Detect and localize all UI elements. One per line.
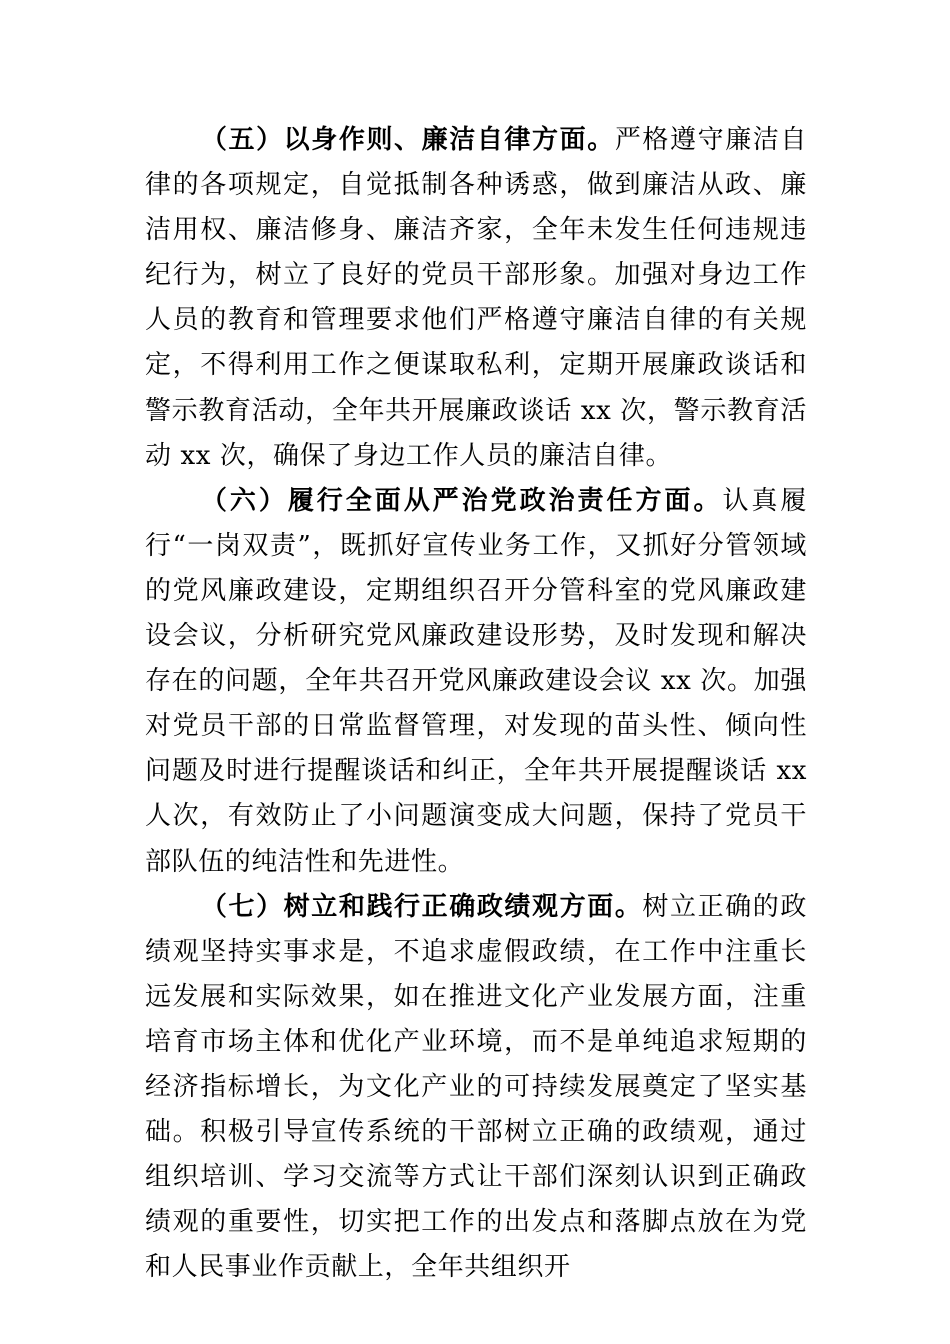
- section-7-body: 树立正确的政绩观坚持实事求是，不追求虚假政绩，在工作中注重长远发展和实际效果，如在推进文化产业发展方面，注重培育市场主体和优化产业环境，而不是单纯追求短期的经济指标增长，为文化产业的可持续发展奠定了坚实基础。积极引导宣传系统的干部树立正确的政绩观，通过组织培训、学习交流等方式让干部们深刻认识到正确政绩观的重要性，切实把工作的出发点和落脚点放在为党和人民事业作贡献上，全年共组织开: [145, 891, 807, 1283]
- section-6-heading: （六）履行全面从严治党政治责任方面。: [200, 485, 723, 516]
- section-5-heading: （五）以身作则、廉洁自律方面。: [200, 125, 615, 155]
- section-6-body: 认真履行“一岗双责”，既抓好宣传业务工作，又抓好分管领域的党风廉政建设，定期组织召开分管科室的党风廉政建设会议，分析研究党风廉政建设形势，及时发现和解决存在的问题，全年共召开党风廉政建设会议 xx 次。加强对党员干部的日常监督管理，对发现的苗头性、倾向性问题及时进行提醒谈话和纠正，全年共开展提醒谈话 xx 人次，有效防止了小问题演变成大问题，保持了党员干部队伍的纯洁性和先进性。: [145, 485, 807, 877]
- section-7-heading: （七）树立和践行正确政绩观方面。: [200, 891, 643, 922]
- paragraph-section-6: [145, 479, 807, 885]
- document-page: [145, 118, 807, 1290]
- paragraph-section-7: [145, 885, 807, 1291]
- section-5-body: 严格遵守廉洁自律的各项规定，自觉抵制各种诱惑，做到廉洁从政、廉洁用权、廉洁修身、廉洁齐家，全年未发生任何违规违纪行为，树立了良好的党员干部形象。加强对身边工作人员的教育和管理要求他们严格遵守廉洁自律的有关规定，不得利用工作之便谋取私利，定期开展廉政谈话和警示教育活动，全年共开展廉政谈话 xx 次，警示教育活动 xx 次，确保了身边工作人员的廉洁自律。: [145, 125, 807, 471]
- paragraph-section-5: [145, 118, 807, 479]
